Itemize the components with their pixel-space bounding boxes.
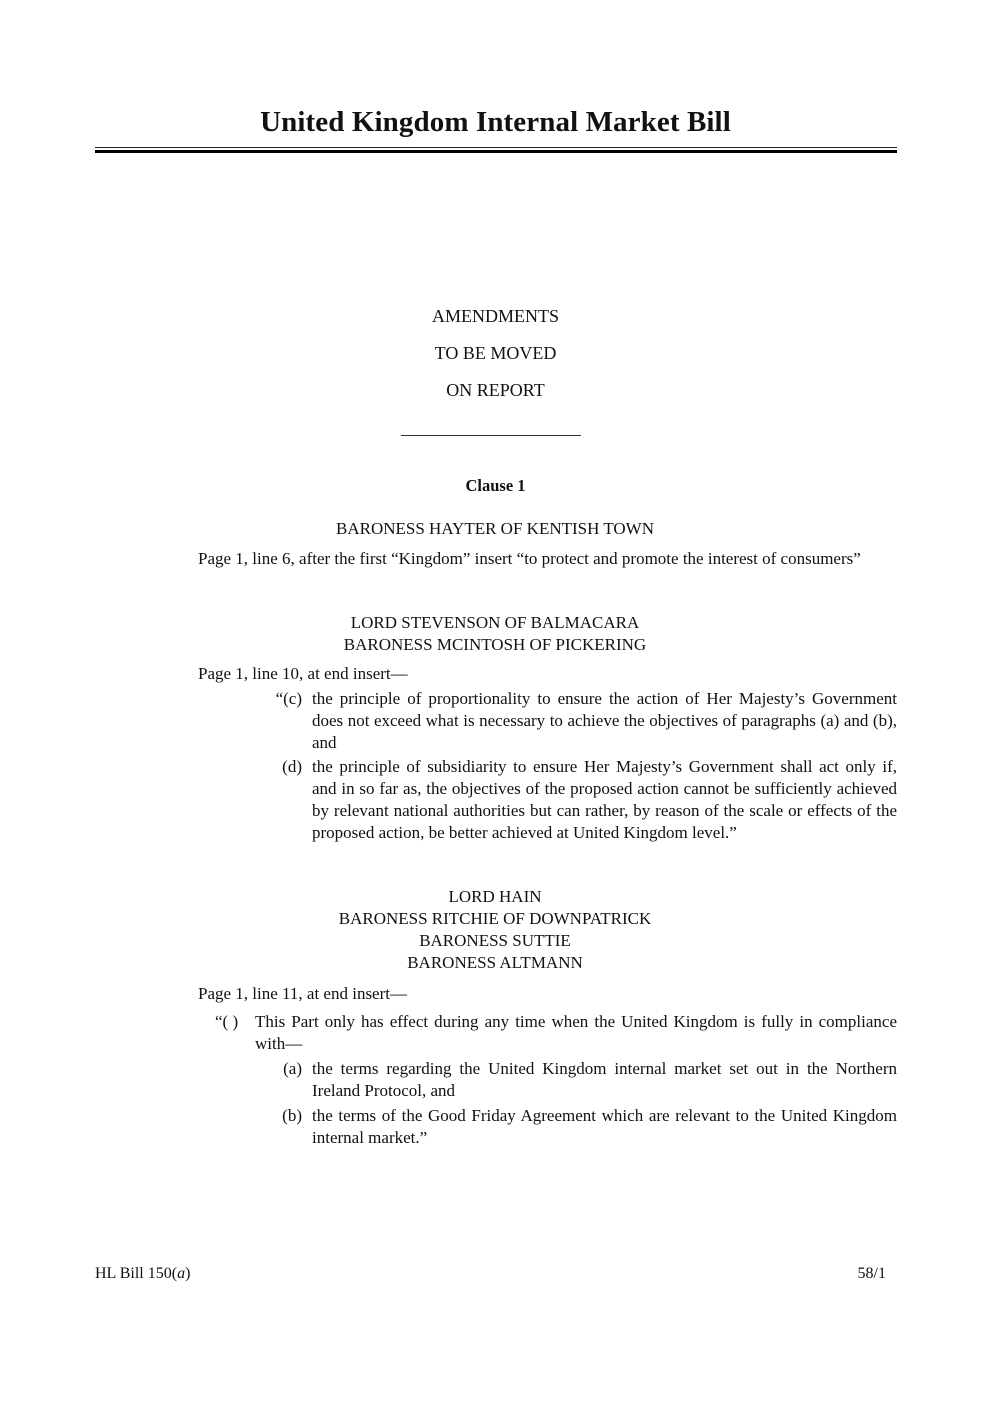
- heading-amendments: AMENDMENTS: [431, 306, 559, 326]
- sponsor-name: LORD STEVENSON OF BALMACARA: [350, 613, 640, 632]
- sponsor-name: BARONESS MCINTOSH OF PICKERING: [343, 635, 647, 654]
- amendment-1-sponsors: [190, 518, 800, 540]
- heading-to-be-moved: TO BE MOVED: [434, 343, 557, 363]
- section-divider: [401, 435, 581, 436]
- title-rule-thick: [95, 150, 897, 153]
- item-text: the principle of subsidiarity to ensure Her Majesty’s Government shall act only if, and in so far as, the objectives of the proposed action cannot be sufficiently achieved by relevant national authorities but can rather, by reason of the scale or effects of the proposed action, be better achieved at United Kingdom level.”: [312, 757, 897, 842]
- page-reference: 58/1: [857, 1265, 886, 1282]
- item-label: (a): [283, 1059, 302, 1078]
- sponsor-name: BARONESS HAYTER OF KENTISH TOWN: [336, 519, 654, 538]
- item-label: (b): [282, 1106, 302, 1125]
- item-text: the terms of the Good Friday Agreement which are relevant to the United Kingdom internal market.”: [312, 1106, 897, 1147]
- bill-ref-print: a: [177, 1265, 186, 1282]
- document-title: United Kingdom Internal Market Bill: [260, 106, 731, 138]
- item-text: This Part only has effect during any time when the United Kingdom is fully in compliance with—: [255, 1012, 897, 1053]
- sponsor-name: BARONESS RITCHIE OF DOWNPATRICK: [338, 909, 652, 928]
- amendment-3-sponsors: [190, 886, 800, 974]
- bill-ref-suffix: ): [185, 1265, 191, 1282]
- amendment-3-instruction: Page 1, line 11, at end insert—: [198, 984, 407, 1003]
- sponsor-name: BARONESS ALTMANN: [407, 953, 583, 972]
- clause-heading: Clause 1: [465, 476, 526, 495]
- item-label: (d): [282, 757, 302, 776]
- title-rule-thin: [95, 147, 897, 148]
- item-text: the terms regarding the United Kingdom internal market set out in the Northern Ireland Protocol, and: [312, 1059, 897, 1100]
- bill-ref-prefix: HL Bill 150(: [95, 1265, 178, 1282]
- sponsor-name: LORD HAIN: [448, 887, 542, 906]
- heading-on-report: ON REPORT: [446, 380, 545, 400]
- bill-reference: [95, 1265, 190, 1283]
- item-label: “(c): [275, 689, 302, 708]
- amendment-2-instruction: Page 1, line 10, at end insert—: [198, 664, 408, 683]
- amendment-1-instruction: Page 1, line 6, after the first “Kingdom” insert “to protect and promote the interest of consumers”: [198, 549, 861, 568]
- amendment-2-sponsors: [190, 612, 800, 656]
- item-label: “( ): [215, 1012, 239, 1031]
- item-text: the principle of proportionality to ensure the action of Her Majesty’s Government does not exceed what is necessary to achieve the objectives of paragraphs (a) and (b), and: [312, 689, 897, 752]
- sponsor-name: BARONESS SUTTIE: [419, 931, 571, 950]
